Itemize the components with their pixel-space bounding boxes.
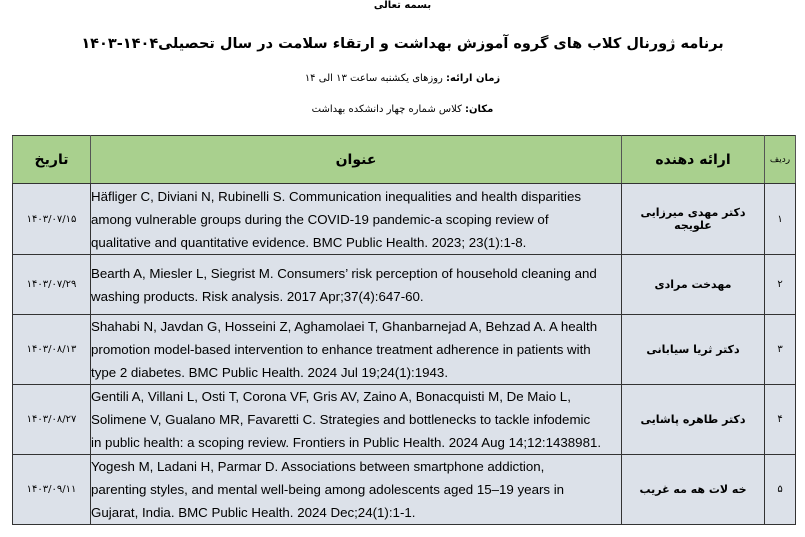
presenter-cell: خه لات هه مه غریب xyxy=(622,455,765,525)
document-title: برنامه ژورنال کلاب های گروه آموزش بهداشت و ارتقاء سلامت در سال تحصیلی۱۴۰۴-۱۴۰۳ xyxy=(81,36,724,52)
title-line: in public health: a scoping review. Frontiers in Public Health. 2024 Aug 14;12:1438981. xyxy=(91,435,602,450)
bismillah-heading: بسمه تعالی xyxy=(373,0,432,11)
column-header-date: تاریخ xyxy=(13,136,91,184)
date-cell: ۱۴۰۳/۰۹/۱۱ xyxy=(13,455,91,525)
table-row xyxy=(13,315,796,385)
row-number-cell: ۳ xyxy=(765,315,796,385)
presenter-cell: دکتر ثریا سیابانی xyxy=(622,315,765,385)
title-line: Häfliger C, Diviani N, Rubinelli S. Communication inequalities and health disparities xyxy=(91,188,582,204)
table-header-row xyxy=(13,136,796,184)
title-line: Gujarat, India. BMC Public Health. 2024 Dec;24(1):1-1. xyxy=(91,505,416,520)
title-line: Yogesh M, Ladani H, Parmar D. Associations between smartphone addiction, xyxy=(91,459,545,474)
title-line: Gentili A, Villani L, Osti T, Corona VF, Gris AV, Zaino A, Bonacquisti M, De Maio L, xyxy=(91,389,571,404)
table-row xyxy=(13,455,796,525)
title-line: Bearth A, Miesler L, Siegrist M. Consumers’ risk perception of household cleaning and xyxy=(91,265,597,281)
title-line: type 2 diabetes. BMC Public Health. 2024 Jul 19;24(1):1943. xyxy=(91,365,449,380)
title-line: among vulnerable groups during the COVID-19 pandemic-a scoping review of xyxy=(91,211,549,227)
time-label: زمان ارائه: xyxy=(446,73,501,84)
place-label: مکان: xyxy=(465,104,494,115)
presenter-cell: دکتر مهدی میرزایی علویجه xyxy=(622,184,765,255)
row-number-cell: ۵ xyxy=(765,455,796,525)
date-cell: ۱۴۰۳/۰۸/۱۳ xyxy=(13,315,91,385)
column-header-row-number: ردیف xyxy=(765,136,796,184)
place-value: کلاس شماره چهار دانشکده بهداشت xyxy=(311,104,466,115)
presenter-cell: دکتر طاهره پاشایی xyxy=(622,385,765,455)
presenter-cell: مهدخت مرادی xyxy=(622,255,765,315)
table-row xyxy=(13,184,796,255)
title-line: washing products. Risk analysis. 2017 Apr;37(4):647-60. xyxy=(91,288,424,304)
title-cell xyxy=(91,315,622,385)
table-row xyxy=(13,255,796,315)
title-cell xyxy=(91,385,622,455)
row-number-cell: ۴ xyxy=(765,385,796,455)
date-cell: ۱۴۰۳/۰۸/۲۷ xyxy=(13,385,91,455)
date-cell: ۱۴۰۳/۰۷/۱۵ xyxy=(13,184,91,255)
journal-club-schedule-table xyxy=(12,135,796,525)
row-number-cell: ۲ xyxy=(765,255,796,315)
table-row xyxy=(13,385,796,455)
title-line: parenting styles, and mental well-being among adolescents aged 15–19 years in xyxy=(91,482,565,497)
column-header-title: عنوان xyxy=(91,136,622,184)
time-value: روزهای یکشنبه ساعت ۱۳ الی ۱۴ xyxy=(304,73,447,84)
presentation-place xyxy=(0,104,805,115)
title-line: qualitative and quantitative evidence. BMC Public Health. 2023; 23(1):1-8. xyxy=(91,234,527,250)
row-number-cell: ۱ xyxy=(765,184,796,255)
date-cell: ۱۴۰۳/۰۷/۲۹ xyxy=(13,255,91,315)
title-cell xyxy=(91,184,622,255)
column-header-presenter: ارائه دهنده xyxy=(622,136,765,184)
title-line: promotion model-based intervention to enhance treatment adherence in patients with xyxy=(91,342,591,357)
title-cell xyxy=(91,255,622,315)
presentation-time xyxy=(0,73,805,84)
title-cell xyxy=(91,455,622,525)
title-line: Solimene V, Gualano MR, Favaretti C. Strategies and bottlenecks to tackle infodemic xyxy=(91,412,591,427)
title-line: Shahabi N, Javdan G, Hosseini Z, Aghamolaei T, Ghanbarnejad A, Behzad A. A health xyxy=(91,319,598,334)
